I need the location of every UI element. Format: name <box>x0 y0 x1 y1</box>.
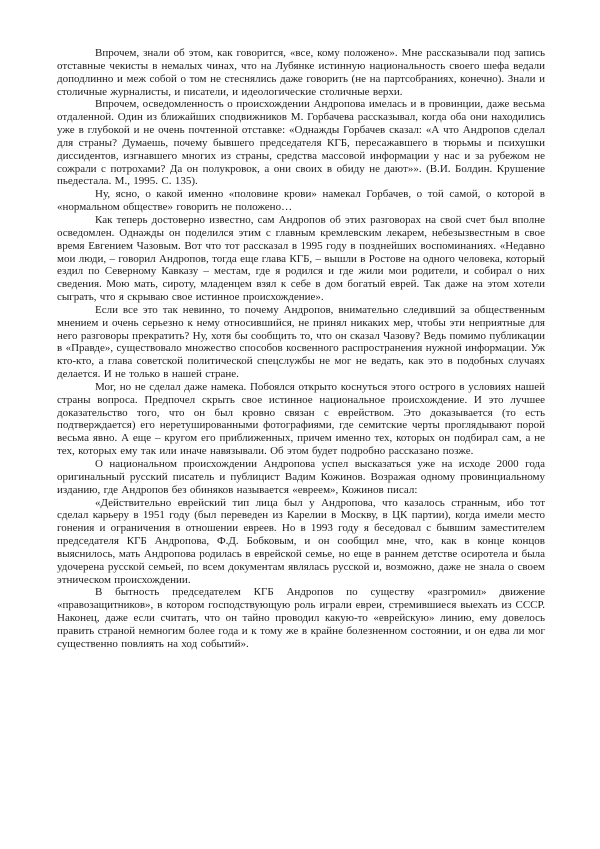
paragraph: Впрочем, осведомленность о происхождении Андропова имелась и в провинции, даже весьма отдаленной. Один из ближайших сподвижников М. Горбачева рассказывал, когда оба они находились уже в глубокой и не очень почтенной отставке: «Однажды Горбачев сказал: «А что Андропов сделал для страны? Думаешь, почему бывшего председателя КГБ, пересажавшего в тюрьмы и психушки диссидентов, изгнавшего многих из страны, средства массовой информации у нас и за рубежом не сожрали с потрохами? Да он полукровок, а они своих в обиду не дают»». (В.И. Болдин. Крушение пьедестала. М., 1995. С. 135). <box>57 98 545 188</box>
paragraph: О национальном происхождении Андропова успел высказаться уже на исходе 2000 года оригинальный русский писатель и публицист Вадим Кожинов. Возражая одному провинциальному изданию, где Андропов без обиняков называется «евреем», Кожинов писал: <box>57 458 545 496</box>
paragraph: В бытность председателем КГБ Андропов по существу «разгромил» движение «правозащитников», в котором господствующую роль играли евреи, стремившиеся выехать из СССР. Наконец, даже если считать, что он тайно проводил какую-то «еврейскую» линию, ему довелось править страной немногим более года и к тому же в крайне болезненном состоянии, и он едва ли мог существенно повлиять на ход событий». <box>57 586 545 650</box>
paragraph: Ну, ясно, о какой именно «половине крови» намекал Горбачев, о той самой, о которой в «нормальном обществе» говорить не положено… <box>57 188 545 214</box>
paragraph: Как теперь достоверно известно, сам Андропов об этих разговорах на свой счет был вполне осведомлен. Однажды он поделился этим с главным кремлевским лекарем, небезызвестным в свое время Евгением Чазовым. Вот что тот рассказал в 1995 году в позднейших воспоминаниях. «Недавно мои люди, – говорил Андропов, тогда еще глава КГБ, – вышли в Ростове на одного человека, который ездил по Северному Кавказу – местам, где я родился и где жили мои родители, и собирал о них сведения. Мою мать, сироту, младенцем взял к себе в дом богатый еврей. Так даже на этом хотели сыграть, что я скрываю свое истинное происхождение». <box>57 213 545 304</box>
text-body <box>57 47 545 651</box>
paragraph: Мог, но не сделал даже намека. Побоялся открыто коснуться этого острого в условиях нашей страны вопроса. Предпочел скрыть свое истинное национальное происхождение. И это лучшее доказательство того, что он был кровно связан с еврейством. Это доказывается (то есть подтверждается) его неретушированными фотографиями, где семитские черты проглядывают порой весьма явно. А еще – кругом его приближенных, причем именно тех, которых он подбирал сам, а не тех, которых ему так или иначе навязывали. Об этом будет подробно рассказано позже. <box>57 380 545 458</box>
paragraph: «Действительно еврейский тип лица был у Андропова, что казалось странным, ибо тот сделал карьеру в 1951 году (был переведен из Карелии в Москву, в ЦК партии), когда имели место гонения и ограничения в отношении евреев. Но в 1993 году я беседовал с бывшим заместителем председателя КГБ Андропова, Ф.Д. Бобковым, и он сообщил мне, что, как в конце концов выяснилось, мать Андропова родилась в еврейской семье, но еще в раннем детстве осиротела и была удочерена русской семьей, по всем документам являлась русской и, возможно, даже не знала о своем этническом происхождении. <box>57 496 545 586</box>
paragraph: Впрочем, знали об этом, как говорится, «все, кому положено». Мне рассказывали под запись отставные чекисты в немалых чинах, что на Лубянке истинную национальность своего шефа ведали доподлинно и меж собой о том не стеснялись даже говорить (не на партсобраниях, конечно). Знали и столичные журналисты, и писатели, и идеологические столичные верхи. <box>57 47 545 98</box>
paragraph: Если все это так невинно, то почему Андропов, внимательно следивший за общественным мнением и очень серьезно к нему относившийся, не принял никаких мер, чтобы эти неприятные для него разговоры прекратить? Ну, хотя бы сообщить то, что он сказал Чазову? Ведь помимо публикации в «Правде», существовало множество способов косвенного распространения нужной информации. Уж кто-кто, а глава советской политической спецслужбы не мог не ведать, как это в подобных случаях делается. И не только в нашей стране. <box>57 303 545 381</box>
